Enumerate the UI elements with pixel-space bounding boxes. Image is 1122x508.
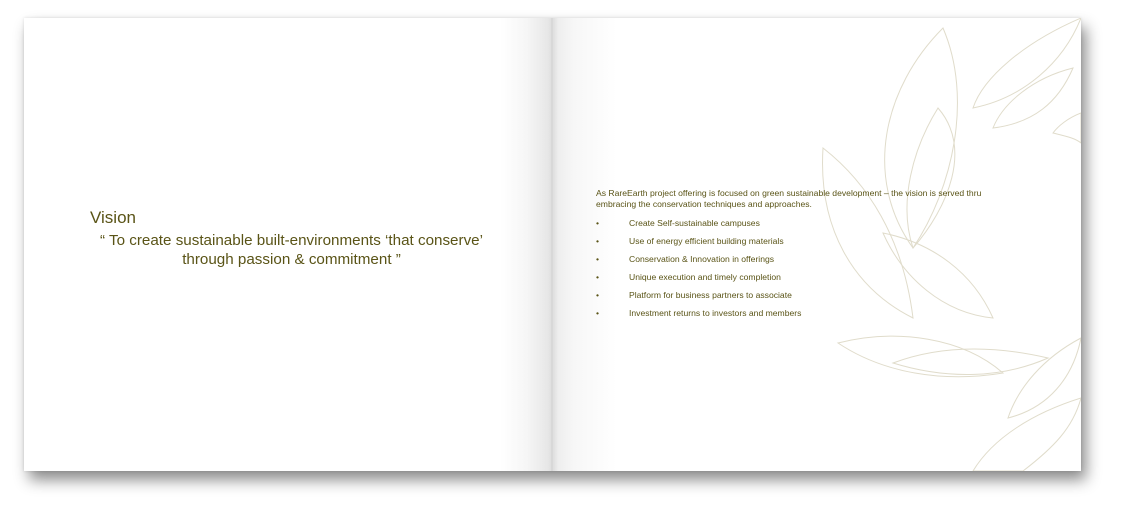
bullet-marker: • — [596, 218, 600, 228]
list-item-text: Use of energy efficient building materials — [629, 236, 784, 246]
vision-details — [596, 188, 1016, 322]
right-page — [553, 18, 1081, 471]
list-item — [596, 304, 1016, 322]
list-item-text: Conservation & Innovation in offerings — [629, 254, 775, 264]
list-item-text: Create Self-sustainable campuses — [629, 218, 760, 228]
bullet-marker: • — [596, 308, 600, 318]
bullet-marker: • — [596, 272, 600, 282]
list-item — [596, 232, 1016, 250]
list-item — [596, 250, 1016, 268]
bullet-marker: • — [596, 254, 600, 264]
leaf-outline — [973, 18, 1081, 108]
offerings-list — [596, 214, 1016, 322]
list-item — [596, 286, 1016, 304]
leaf-outline — [893, 349, 1048, 375]
intro-paragraph: As RareEarth project offering is focused on green sustainable development – the vision is served thru embracing the conservation techniques and approaches. — [596, 188, 982, 209]
bullet-marker: • — [596, 236, 600, 246]
bullet-marker: • — [596, 290, 600, 300]
list-item-text: Unique execution and timely completion — [629, 272, 781, 282]
list-item — [596, 214, 1016, 232]
vision-quote: “ To create sustainable built-environments ‘that conserve’ through passion & commitment ” — [100, 232, 483, 268]
vision-heading: Vision — [90, 208, 136, 227]
list-item — [596, 268, 1016, 286]
leaf-outline — [838, 336, 1003, 377]
book-spine — [551, 18, 553, 471]
open-brochure — [24, 18, 1081, 471]
list-item-text: Platform for business partners to associate — [629, 290, 792, 300]
list-item-text: Investment returns to investors and members — [629, 308, 802, 318]
left-page — [24, 18, 553, 471]
leaf-outline — [1008, 338, 1081, 418]
leaf-outline — [1053, 113, 1081, 143]
leaf-outline — [973, 398, 1081, 471]
